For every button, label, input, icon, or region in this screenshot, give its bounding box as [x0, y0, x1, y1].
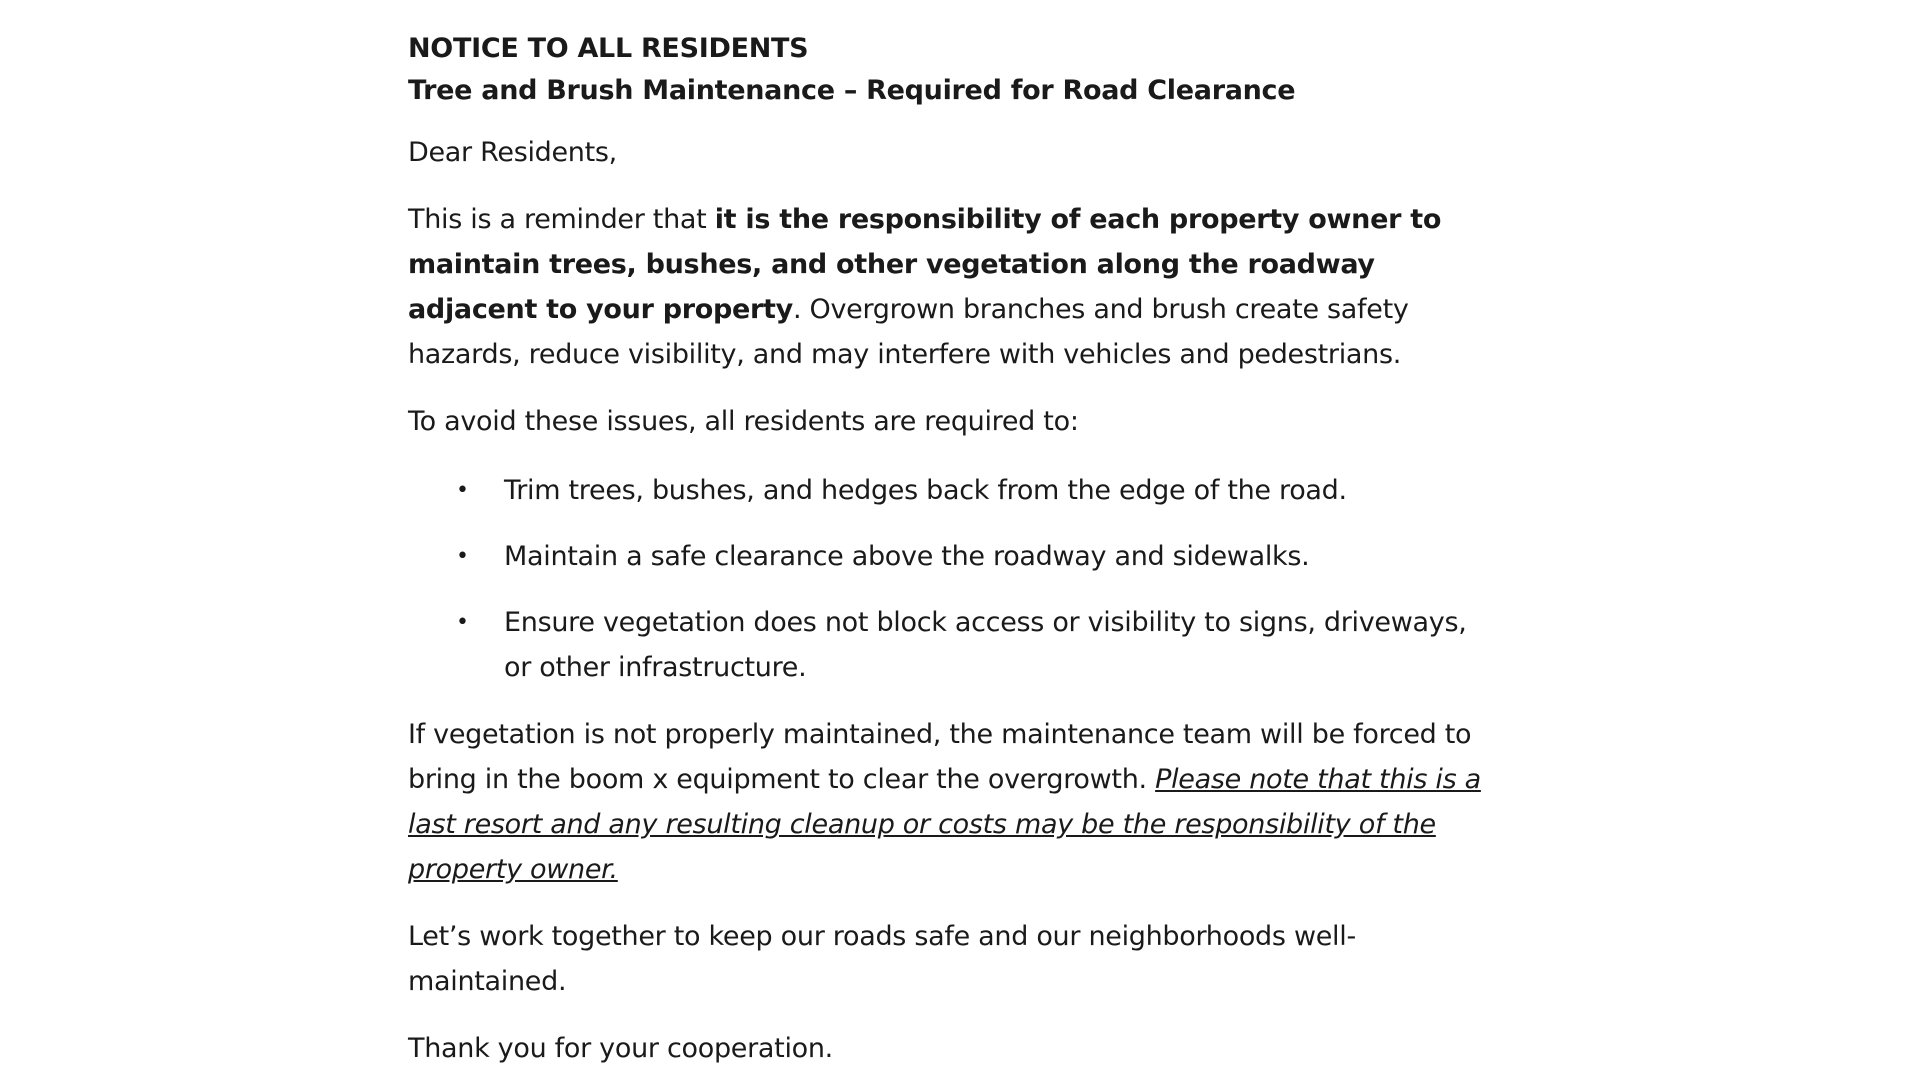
- consequence-paragraph: [408, 712, 1488, 892]
- requirements-list: [408, 468, 1488, 690]
- notice-subtitle: Tree and Brush Maintenance – Required for Road Clearance: [408, 75, 1296, 106]
- signoff: Thank you for your cooperation.: [408, 1033, 833, 1064]
- requirement-text: Ensure vegetation does not block access or visibility to signs, driveways, or other infrastructure.: [504, 607, 1467, 683]
- requirements-intro: To avoid these issues, all residents are required to:: [408, 406, 1079, 437]
- bullet-icon: •: [456, 544, 469, 569]
- consequence-emphasis: Please note that this is a last resort and any resulting cleanup or costs may be the responsibility of the property owner.: [408, 764, 1481, 885]
- consequence-text: If vegetation is not properly maintained, the maintenance team will be forced to bring in the boom x equipment to clear the overgrowth.: [408, 719, 1472, 795]
- list-item: [408, 534, 1488, 579]
- intro-lead: This is a reminder that: [408, 204, 715, 235]
- requirement-text: Maintain a safe clearance above the roadway and sidewalks.: [504, 541, 1310, 572]
- bullet-icon: •: [456, 610, 469, 635]
- bullet-icon: •: [456, 478, 469, 503]
- notice-document: [408, 30, 1488, 1071]
- requirement-text: Trim trees, bushes, and hedges back from the edge of the road.: [504, 475, 1347, 506]
- intro-paragraph: [408, 197, 1488, 377]
- greeting: Dear Residents,: [408, 137, 617, 168]
- closing-paragraph: Let’s work together to keep our roads safe and our neighborhoods well-maintained.: [408, 921, 1356, 997]
- intro-bold-responsibility: it is the responsibility of each property owner to maintain trees, bushes, and other vegetation along the roadway adjacent to your property: [408, 204, 1442, 325]
- notice-title: NOTICE TO ALL RESIDENTS: [408, 33, 809, 64]
- intro-rest: . Overgrown branches and brush create safety hazards, reduce visibility, and may interfere with vehicles and pedestrians.: [408, 294, 1409, 370]
- list-item: [408, 468, 1488, 513]
- list-item: [408, 600, 1488, 690]
